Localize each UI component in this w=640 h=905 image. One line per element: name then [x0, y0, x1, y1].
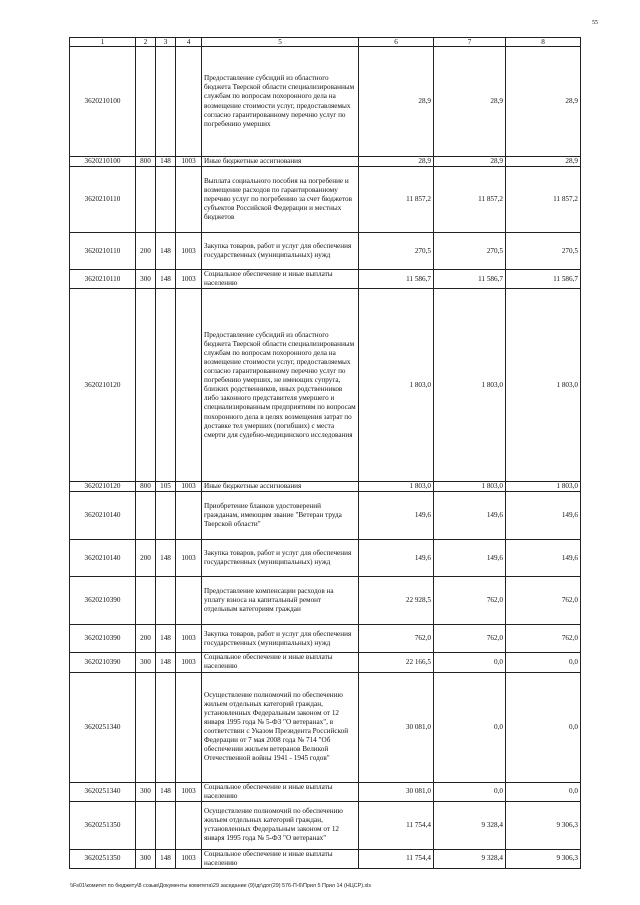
target-code-cell: 3620210140 — [70, 540, 136, 577]
file-path-footer: \\Fs01\комитет по бюджету\8 созыв\Документы комитета\29 заседание (9)\дг\дог(29) 576-П-6\Прил 5 Прил 14 (НЦСР).xls — [70, 883, 372, 889]
amount-year2-cell: 270,5 — [434, 233, 506, 270]
amount-year3-cell: 149,6 — [506, 492, 581, 540]
target-code-cell: 3620251350 — [70, 801, 136, 849]
column-header: 8 — [506, 38, 581, 47]
item-name-cell: Социальное обеспечение и иные выплаты населению — [202, 849, 359, 868]
table-row — [70, 157, 581, 167]
section-cell — [156, 672, 176, 782]
amount-year2-cell: 149,6 — [434, 492, 506, 540]
item-name-cell: Иные бюджетные ассигнования — [202, 157, 359, 167]
subsection-cell: 1003 — [176, 157, 202, 167]
subsection-cell: 1003 — [176, 482, 202, 492]
table-body — [70, 47, 581, 869]
amount-year3-cell: 9 306,3 — [506, 849, 581, 868]
section-cell: 148 — [156, 540, 176, 577]
item-name-cell: Осуществление полномочий по обеспечению жильем отдельных категорий граждан, установленных Федеральным законом от 12 января 1995 года № 5-ФЗ "О ветеранах" — [202, 801, 359, 849]
amount-year2-cell: 11 857,2 — [434, 167, 506, 233]
target-code-cell: 3620251340 — [70, 672, 136, 782]
target-code-cell: 3620210100 — [70, 47, 136, 157]
item-name-cell: Социальное обеспечение и иные выплаты населению — [202, 653, 359, 672]
section-cell: 148 — [156, 157, 176, 167]
subsection-cell — [176, 801, 202, 849]
amount-year1-cell: 11 754,4 — [359, 801, 434, 849]
table-row — [70, 801, 581, 849]
amount-year1-cell: 149,6 — [359, 540, 434, 577]
subsection-cell — [176, 577, 202, 625]
section-cell: 148 — [156, 653, 176, 672]
expense-type-cell — [136, 492, 156, 540]
amount-year3-cell: 28,9 — [506, 47, 581, 157]
target-code-cell: 3620210110 — [70, 270, 136, 289]
amount-year3-cell: 270,5 — [506, 233, 581, 270]
section-cell — [156, 167, 176, 233]
amount-year3-cell: 0,0 — [506, 672, 581, 782]
subsection-cell — [176, 289, 202, 482]
expense-type-cell — [136, 289, 156, 482]
section-cell — [156, 492, 176, 540]
column-header: 3 — [156, 38, 176, 47]
section-cell: 148 — [156, 233, 176, 270]
column-number-row — [70, 38, 581, 47]
amount-year2-cell: 28,9 — [434, 47, 506, 157]
target-code-cell: 3620251340 — [70, 782, 136, 801]
expense-type-cell: 800 — [136, 482, 156, 492]
expense-type-cell: 200 — [136, 540, 156, 577]
section-cell: 148 — [156, 625, 176, 653]
item-name-cell: Иные бюджетные ассигнования — [202, 482, 359, 492]
table-row — [70, 782, 581, 801]
amount-year1-cell: 149,6 — [359, 492, 434, 540]
section-cell — [156, 289, 176, 482]
item-name-cell: Закупка товаров, работ и услуг для обеспечения государственных (муниципальных) нужд — [202, 625, 359, 653]
section-cell: 148 — [156, 782, 176, 801]
column-header: 1 — [70, 38, 136, 47]
subsection-cell: 1003 — [176, 270, 202, 289]
amount-year3-cell: 0,0 — [506, 782, 581, 801]
expense-type-cell: 200 — [136, 233, 156, 270]
column-header: 4 — [176, 38, 202, 47]
table-row — [70, 577, 581, 625]
target-code-cell: 3620210100 — [70, 157, 136, 167]
subsection-cell: 1003 — [176, 849, 202, 868]
section-cell: 105 — [156, 482, 176, 492]
item-name-cell: Предоставление субсидий из областного бюджета Тверской области специализированным службам по вопросам похоронного дела на возмещение стоимости услуг, предоставляемых согласно гарантированному перечню услуг по погребению умерших, не имеющих супруга, близких родственников, иных родственников либо законного представителя умершего и специализированным предприятиям по вопросам похоронного дела в целях возмещения затрат по доставке тел умерших (погибших) с места смерти для судебно-медицинского исследования — [202, 289, 359, 482]
amount-year2-cell: 0,0 — [434, 782, 506, 801]
amount-year3-cell: 11 586,7 — [506, 270, 581, 289]
expense-type-cell — [136, 167, 156, 233]
amount-year3-cell: 1 803,0 — [506, 289, 581, 482]
amount-year1-cell: 1 803,0 — [359, 289, 434, 482]
amount-year3-cell: 9 306,3 — [506, 801, 581, 849]
column-header: 7 — [434, 38, 506, 47]
item-name-cell: Закупка товаров, работ и услуг для обеспечения государственных (муниципальных) нужд — [202, 540, 359, 577]
amount-year3-cell: 149,6 — [506, 540, 581, 577]
amount-year1-cell: 11 586,7 — [359, 270, 434, 289]
amount-year3-cell: 0,0 — [506, 653, 581, 672]
expense-type-cell — [136, 801, 156, 849]
expense-type-cell: 300 — [136, 270, 156, 289]
table-row — [70, 653, 581, 672]
amount-year3-cell: 1 803,0 — [506, 482, 581, 492]
item-name-cell: Предоставление субсидий из областного бюджета Тверской области специализированным службам по вопросам похоронного дела на возмещение стоимости услуг, предоставляемых согласно гарантированному перечню услуг по погребению умерших — [202, 47, 359, 157]
amount-year2-cell: 9 328,4 — [434, 801, 506, 849]
amount-year2-cell: 1 803,0 — [434, 289, 506, 482]
section-cell: 148 — [156, 849, 176, 868]
table-row — [70, 233, 581, 270]
subsection-cell — [176, 47, 202, 157]
expense-type-cell: 300 — [136, 849, 156, 868]
target-code-cell: 3620210390 — [70, 625, 136, 653]
table-row — [70, 540, 581, 577]
amount-year1-cell: 11 754,4 — [359, 849, 434, 868]
amount-year3-cell: 762,0 — [506, 577, 581, 625]
amount-year2-cell: 762,0 — [434, 577, 506, 625]
table-row — [70, 167, 581, 233]
item-name-cell: Приобретение бланков удостоверений гражданам, имеющим звание "Ветеран труда Тверской области" — [202, 492, 359, 540]
subsection-cell: 1003 — [176, 782, 202, 801]
amount-year1-cell: 30 081,0 — [359, 672, 434, 782]
target-code-cell: 3620210110 — [70, 233, 136, 270]
expense-type-cell: 300 — [136, 653, 156, 672]
target-code-cell: 3620210110 — [70, 167, 136, 233]
section-cell: 148 — [156, 270, 176, 289]
amount-year2-cell: 0,0 — [434, 653, 506, 672]
table-row — [70, 672, 581, 782]
amount-year2-cell: 9 328,4 — [434, 849, 506, 868]
table-row — [70, 482, 581, 492]
budget-table — [69, 37, 581, 869]
amount-year2-cell: 1 803,0 — [434, 482, 506, 492]
amount-year1-cell: 762,0 — [359, 625, 434, 653]
column-header: 5 — [202, 38, 359, 47]
table-row — [70, 625, 581, 653]
subsection-cell — [176, 672, 202, 782]
column-header: 6 — [359, 38, 434, 47]
amount-year3-cell: 28,9 — [506, 157, 581, 167]
amount-year1-cell: 270,5 — [359, 233, 434, 270]
item-name-cell: Осуществление полномочий по обеспечению жильем отдельных категорий граждан, установленных Федеральным законом от 12 января 1995 года № 5-ФЗ "О ветеранах", в соответствии с Указом Президента Российской Федерации от 7 мая 2008 года № 714 "Об обеспечении жильем ветеранов Великой Отечественной войны 1941 - 1945 годов" — [202, 672, 359, 782]
target-code-cell: 3620210140 — [70, 492, 136, 540]
subsection-cell: 1003 — [176, 540, 202, 577]
table-row — [70, 492, 581, 540]
section-cell — [156, 801, 176, 849]
amount-year1-cell: 11 857,2 — [359, 167, 434, 233]
subsection-cell: 1003 — [176, 653, 202, 672]
expense-type-cell: 200 — [136, 625, 156, 653]
item-name-cell: Выплата социального пособия на погребение и возмещение расходов по гарантированному перечню услуг по погребению за счет бюджетов субъектов Российской Федерации и местных бюджетов — [202, 167, 359, 233]
table-row — [70, 289, 581, 482]
amount-year2-cell: 28,9 — [434, 157, 506, 167]
item-name-cell: Социальное обеспечение и иные выплаты населению — [202, 782, 359, 801]
amount-year1-cell: 30 081,0 — [359, 782, 434, 801]
expense-type-cell — [136, 672, 156, 782]
table-row — [70, 47, 581, 157]
item-name-cell: Предоставление компенсации расходов на уплату взноса на капитальный ремонт отдельным категориям граждан — [202, 577, 359, 625]
page-number: 55 — [592, 20, 598, 26]
expense-type-cell: 800 — [136, 157, 156, 167]
amount-year1-cell: 22 928,5 — [359, 577, 434, 625]
item-name-cell: Социальное обеспечение и иные выплаты населению — [202, 270, 359, 289]
amount-year1-cell: 1 803,0 — [359, 482, 434, 492]
amount-year1-cell: 22 166,5 — [359, 653, 434, 672]
subsection-cell: 1003 — [176, 233, 202, 270]
target-code-cell: 3620251350 — [70, 849, 136, 868]
item-name-cell: Закупка товаров, работ и услуг для обеспечения государственных (муниципальных) нужд — [202, 233, 359, 270]
amount-year1-cell: 28,9 — [359, 157, 434, 167]
subsection-cell — [176, 492, 202, 540]
subsection-cell: 1003 — [176, 625, 202, 653]
target-code-cell: 3620210390 — [70, 577, 136, 625]
amount-year1-cell: 28,9 — [359, 47, 434, 157]
expense-type-cell — [136, 47, 156, 157]
subsection-cell — [176, 167, 202, 233]
expense-type-cell: 300 — [136, 782, 156, 801]
column-header: 2 — [136, 38, 156, 47]
section-cell — [156, 577, 176, 625]
amount-year2-cell: 0,0 — [434, 672, 506, 782]
target-code-cell: 3620210120 — [70, 289, 136, 482]
target-code-cell: 3620210120 — [70, 482, 136, 492]
table-row — [70, 270, 581, 289]
amount-year3-cell: 11 857,2 — [506, 167, 581, 233]
amount-year2-cell: 11 586,7 — [434, 270, 506, 289]
section-cell — [156, 47, 176, 157]
target-code-cell: 3620210390 — [70, 653, 136, 672]
amount-year2-cell: 762,0 — [434, 625, 506, 653]
amount-year3-cell: 762,0 — [506, 625, 581, 653]
amount-year2-cell: 149,6 — [434, 540, 506, 577]
table-row — [70, 849, 581, 868]
expense-type-cell — [136, 577, 156, 625]
